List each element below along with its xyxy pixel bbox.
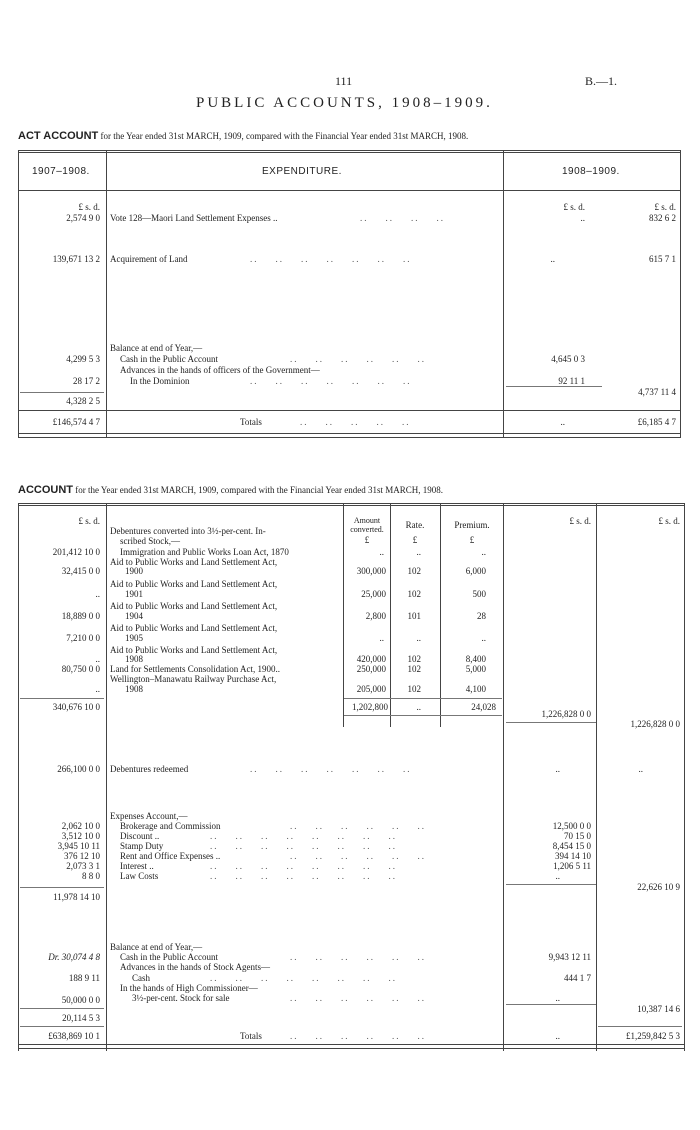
table-cell: .. <box>95 684 100 694</box>
table-cell: 8 8 0 <box>82 871 100 881</box>
units-c2: £ s. d. <box>654 202 676 212</box>
totals-label: Totals <box>240 1031 262 1041</box>
table-cell: .. <box>481 633 486 643</box>
table-cell: 188 9 11 <box>68 973 100 983</box>
table-cell: .. <box>95 654 100 664</box>
table-cell: 24,028 <box>471 702 496 712</box>
table-cell: 20,114 5 3 <box>62 1013 100 1023</box>
table-row-label-2: 1908 <box>125 684 143 694</box>
pound-amount: £ <box>364 535 370 545</box>
table-cell: 1,226,828 0 0 <box>541 709 591 719</box>
table-cell: 2,073 3 1 <box>66 861 100 871</box>
table-cell: .. <box>638 764 643 774</box>
table-cell: 205,000 <box>356 684 386 694</box>
table-cell: 18,889 0 0 <box>61 611 100 621</box>
expenses-heading: Expenses Account,— <box>110 811 188 821</box>
table-cell: 50,000 0 0 <box>61 995 100 1005</box>
table-cell: 444 1 7 <box>564 973 591 983</box>
table-cell: .. <box>555 993 560 1003</box>
table-row-label: Aid to Public Works and Land Settlement Act, <box>110 623 278 633</box>
table-cell: 201,412 10 0 <box>52 547 100 557</box>
col-header-1908: 1908–1909. <box>562 166 620 177</box>
table-cell: 4,737 11 4 <box>638 387 676 397</box>
table-row-label: Debentures redeemed <box>110 764 189 774</box>
table-cell: 4,645 0 3 <box>551 354 585 364</box>
table-row-label: In the hands of High Commissioner— <box>120 983 258 993</box>
table-cell: .. <box>580 213 585 223</box>
table-row-label-2: 1900 <box>125 566 143 576</box>
units-c2: £ s. d. <box>658 516 680 526</box>
table-cell: .. <box>416 633 421 643</box>
table-cell: .. <box>555 764 560 774</box>
table-cell: 28 <box>477 611 486 621</box>
section1-title-bold: ACT ACCOUNT <box>18 130 99 142</box>
section1-title <box>18 131 468 142</box>
section2-title-rest: for the Year ended 31st MARCH, 1909, compared with the Financial Year ended 31st MARCH, 1908. <box>75 485 443 495</box>
table-row-label: Land for Settlements Consolidation Act, 1900.. <box>110 664 280 674</box>
table-row-label: Advances in the hands of Stock Agents— <box>120 962 270 972</box>
table-row-label: In the Dominion <box>130 376 190 386</box>
debentures-heading-2: scribed Stock,— <box>120 536 180 546</box>
table-cell: .. <box>416 702 421 712</box>
table-row-label: Acquirement of Land <box>110 254 188 264</box>
table-cell: 1,226,828 0 0 <box>630 719 680 729</box>
page-title: PUBLIC ACCOUNTS, 1908–1909. <box>196 95 493 111</box>
table-cell: 102 <box>407 589 421 599</box>
table-cell: 7,210 0 0 <box>66 633 100 643</box>
table-row-label-2: 1908 <box>125 654 143 664</box>
table-cell: 22,626 10 9 <box>637 882 680 892</box>
totals-c2: £6,185 4 7 <box>637 417 676 427</box>
table-cell: 394 14 10 <box>555 851 591 861</box>
table-row-label: Cash in the Public Account <box>120 354 218 364</box>
table-cell: 1,202,800 <box>352 702 388 712</box>
table-cell: 102 <box>407 664 421 674</box>
balance-heading: Balance at end of Year,— <box>110 343 203 353</box>
totals-prev: £146,574 4 7 <box>52 417 100 427</box>
table-row-label-2: 1904 <box>125 611 143 621</box>
table-row-label: Aid to Public Works and Land Settlement Act, <box>110 645 278 655</box>
table-cell: Dr. 30,074 4 8 <box>48 952 100 962</box>
table-cell: .. <box>416 547 421 557</box>
section1-title-rest: for the Year ended 31st MARCH, 1909, compared with the Financial Year ended 31st MARCH, 1908. <box>100 131 469 141</box>
totals-label: Totals <box>240 417 262 427</box>
totals-c1: .. <box>560 417 565 427</box>
table-cell: 92 11 1 <box>558 376 585 386</box>
table-cell: 4,328 2 5 <box>66 396 100 406</box>
table-row-label: Law Costs <box>120 871 159 881</box>
page-number: 111 <box>335 74 353 88</box>
table-cell: 266,100 0 0 <box>57 764 100 774</box>
table-row-label-2: 1905 <box>125 633 143 643</box>
table-cell: 1,206 5 11 <box>553 861 591 871</box>
col-header-rate: Rate. <box>405 520 425 530</box>
table-cell: .. <box>95 589 100 599</box>
table-cell: 102 <box>407 654 421 664</box>
totals-prev: £638,869 10 1 <box>48 1031 100 1041</box>
col-header-expenditure: EXPENDITURE. <box>262 166 342 177</box>
table-cell: 70 15 0 <box>564 831 591 841</box>
section2-title-bold: ACCOUNT <box>18 484 73 496</box>
table-cell: .. <box>379 547 384 557</box>
units-prev: £ s. d. <box>78 516 100 526</box>
totals-c1: .. <box>555 1031 560 1041</box>
table-row-label: Cash <box>132 973 150 983</box>
units-prev: £ s. d. <box>78 202 100 212</box>
table-cell: 4,100 <box>465 684 486 694</box>
balance-heading: Balance at end of Year,— <box>110 942 203 952</box>
col-header-amount: Amount converted. <box>350 516 384 534</box>
table-row-label: Aid to Public Works and Land Settlement Act, <box>110 557 278 567</box>
pound-premium: £ <box>469 535 475 545</box>
units-c1: £ s. d. <box>563 202 585 212</box>
table-cell: 3,945 10 11 <box>57 841 100 851</box>
table-row-label: Immigration and Public Works Loan Act, 1870 <box>120 547 289 557</box>
table-cell: 3,512 10 0 <box>61 831 100 841</box>
table-cell: 6,000 <box>465 566 486 576</box>
col-header-premium: Premium. <box>454 520 490 530</box>
table-row-label: Aid to Public Works and Land Settlement Act, <box>110 579 278 589</box>
table-cell: 832 6 2 <box>649 213 676 223</box>
table-cell: 420,000 <box>356 654 386 664</box>
table-cell: 80,750 0 0 <box>61 664 100 674</box>
table-cell: 32,415 0 0 <box>61 566 100 576</box>
debentures-heading: Debentures converted into 3½-per-cent. In- <box>110 526 266 536</box>
table-cell: 8,454 15 0 <box>552 841 591 851</box>
table-cell: .. <box>550 254 555 264</box>
table-cell: 500 <box>472 589 486 599</box>
table-cell: .. <box>481 547 486 557</box>
table-cell: 250,000 <box>356 664 386 674</box>
table-cell: 12,500 0 0 <box>552 821 591 831</box>
table-row-label: Aid to Public Works and Land Settlement Act, <box>110 601 278 611</box>
table-row-label-2: 1901 <box>125 589 143 599</box>
table-cell: 8,400 <box>465 654 486 664</box>
table-row-label: 3½-per-cent. Stock for sale <box>132 993 230 1003</box>
table-cell: 10,387 14 6 <box>637 1004 680 1014</box>
table-row-label: Rent and Office Expenses .. <box>120 851 221 861</box>
table-cell: 28 17 2 <box>73 376 100 386</box>
table-cell: 139,671 13 2 <box>52 254 100 264</box>
pound-rate: £ <box>412 535 418 545</box>
table-cell: 340,676 10 0 <box>52 702 100 712</box>
table-cell: 4,299 5 3 <box>66 354 100 364</box>
table-cell: 615 7 1 <box>649 254 676 264</box>
table-cell: 5,000 <box>465 664 486 674</box>
table-cell: 2,574 9 0 <box>66 213 100 223</box>
table-row-label: Cash in the Public Account <box>120 952 218 962</box>
table-cell: 2,062 10 0 <box>61 821 100 831</box>
table-cell: 102 <box>407 684 421 694</box>
table-row-label: Stamp Duty <box>120 841 164 851</box>
table-cell: 376 12 10 <box>64 851 100 861</box>
table-row-label: Discount .. <box>120 831 160 841</box>
table-cell: 11,978 14 10 <box>53 892 100 902</box>
table-cell: .. <box>555 871 560 881</box>
table-row-label: Interest .. <box>120 861 154 871</box>
table-row-label: Brokerage and Commission <box>120 821 221 831</box>
table-cell: 101 <box>407 611 421 621</box>
table-row-label: Advances in the hands of officers of the Government— <box>120 365 320 375</box>
table-cell: 9,943 12 11 <box>548 952 591 962</box>
page-reference: B.—1. <box>585 74 618 88</box>
table-cell: .. <box>379 633 384 643</box>
section2-title <box>18 485 443 496</box>
table-cell: 102 <box>407 566 421 576</box>
units-c1: £ s. d. <box>569 516 591 526</box>
col-header-1907: 1907–1908. <box>32 166 90 177</box>
table-row-label: Vote 128—Maori Land Settlement Expenses .. <box>110 213 278 223</box>
table-cell: 25,000 <box>361 589 386 599</box>
totals-c2: £1,259,842 5 3 <box>626 1031 680 1041</box>
table-row-label: Wellington–Manawatu Railway Purchase Act, <box>110 674 277 684</box>
table-cell: 300,000 <box>356 566 386 576</box>
table-cell: 2,800 <box>365 611 386 621</box>
